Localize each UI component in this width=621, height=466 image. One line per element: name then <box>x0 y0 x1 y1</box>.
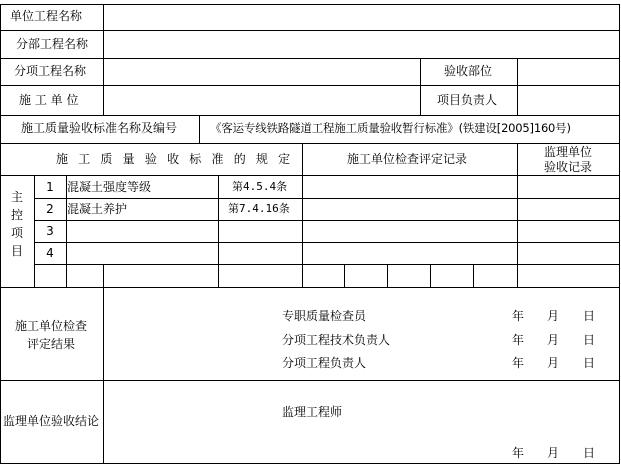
rule <box>0 4 620 5</box>
supervision-result-label: 监理单位验收结论 <box>3 414 100 428</box>
rule <box>0 463 620 464</box>
rule <box>0 4 1 464</box>
standard-name-value: 《客运专线铁路隧道工程施工质量验收暂行标准》(铁建设[2005]160号) <box>210 121 571 135</box>
item-4-no: 4 <box>46 246 54 260</box>
item-1-clause: 第4.5.4条 <box>232 180 288 193</box>
rule <box>302 143 303 287</box>
rule <box>34 175 35 287</box>
rule <box>34 242 620 243</box>
year-label: 年 <box>512 446 525 460</box>
item-2-name: 混凝土养护 <box>67 202 128 216</box>
month-label: 月 <box>547 333 560 347</box>
standard-provision-header: 施 工 质 量 验 收 标 准 的 规 定 <box>56 152 294 166</box>
rule <box>619 4 620 464</box>
construction-record-header: 施工单位检查评定记录 <box>347 152 468 166</box>
item-1-name: 混凝土强度等级 <box>67 180 152 194</box>
rule <box>387 264 388 287</box>
construction-result-label: 施工单位检查评定结果 <box>14 319 87 351</box>
rule <box>34 220 620 221</box>
item-2-clause: 第7.4.16条 <box>228 202 290 215</box>
month-label: 月 <box>547 309 560 323</box>
year-label: 年 <box>512 333 525 347</box>
subitem-project-name-label: 分项工程名称 <box>14 64 87 78</box>
rule <box>0 287 620 288</box>
rule <box>344 264 345 287</box>
rule <box>103 264 104 287</box>
rule <box>34 198 620 199</box>
month-label: 月 <box>547 446 560 460</box>
rule <box>218 175 219 287</box>
rule <box>420 58 421 115</box>
day-label: 日 <box>583 309 596 323</box>
supervision-record-header: 监理单位验收记录 <box>543 145 592 174</box>
rule <box>0 143 620 144</box>
project-manager-label: 项目负责人 <box>437 93 498 107</box>
rule <box>0 85 620 86</box>
day-label: 日 <box>583 446 596 460</box>
day-label: 日 <box>583 356 596 370</box>
unit-project-name-label: 单位工程名称 <box>10 9 83 23</box>
item-2-no: 2 <box>46 202 54 216</box>
acceptance-part-label: 验收部位 <box>444 64 493 78</box>
tech-lead-label: 分项工程技术负责人 <box>282 333 391 347</box>
item-3-no: 3 <box>46 224 54 238</box>
standard-name-label: 施工质量验收标准名称及编号 <box>21 121 178 135</box>
rule <box>0 115 620 116</box>
rule <box>517 58 518 115</box>
year-label: 年 <box>512 356 525 370</box>
main-control-label: 主控项目 <box>10 190 23 258</box>
rule <box>103 287 104 464</box>
item-1-no: 1 <box>46 180 54 194</box>
subitem-lead-label: 分项工程负责人 <box>282 356 367 370</box>
rule <box>0 380 620 381</box>
inspector-label: 专职质量检查员 <box>282 309 367 323</box>
rule <box>103 4 104 115</box>
month-label: 月 <box>547 356 560 370</box>
rule <box>34 264 620 265</box>
rule <box>0 175 620 176</box>
day-label: 日 <box>583 333 596 347</box>
division-project-name-label: 分部工程名称 <box>16 37 89 51</box>
construction-unit-label: 施 工 单 位 <box>19 93 79 107</box>
rule <box>430 264 431 287</box>
rule <box>0 30 620 31</box>
rule <box>0 58 620 59</box>
year-label: 年 <box>512 309 525 323</box>
rule <box>473 264 474 287</box>
supervision-engineer-label: 监理工程师 <box>282 405 343 419</box>
rule <box>517 143 518 287</box>
rule <box>199 115 200 143</box>
